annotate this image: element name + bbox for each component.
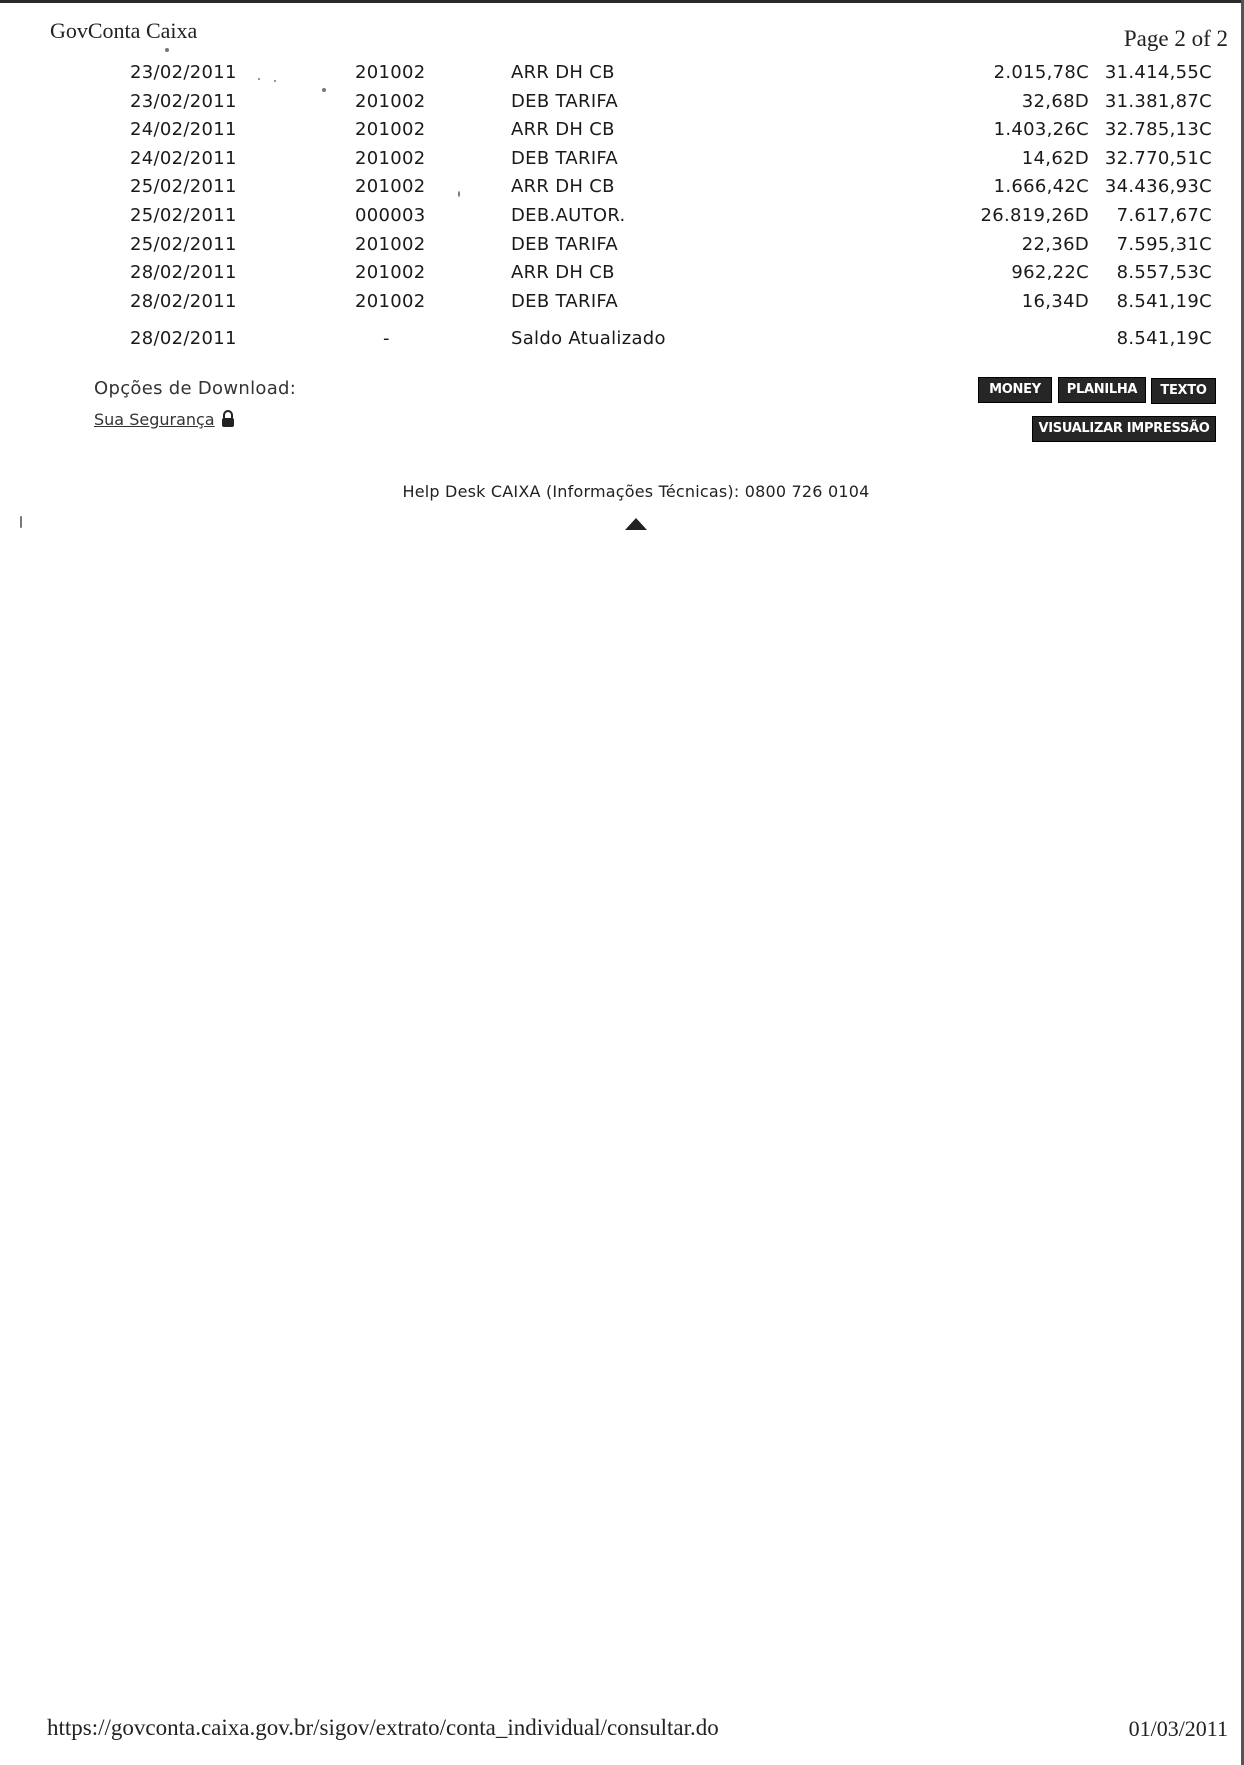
- txn-history: DEB TARIFA: [511, 147, 619, 169]
- txn-date: 23/02/2011: [130, 62, 237, 83]
- txn-balance: 8.541,19C: [1116, 290, 1212, 312]
- page-indicator: Page 2 of 2: [1123, 26, 1228, 51]
- txn-doc: 201002: [355, 233, 426, 255]
- footer-url: https://govconta.caixa.gov.br/sigov/extrato/conta_individual/consultar.do: [47, 1715, 719, 1740]
- txn-date: 25/02/2011: [130, 204, 237, 226]
- transactions-table: [0, 60, 1244, 317]
- money-button[interactable]: MONEY: [978, 377, 1052, 403]
- txn-balance: 34.436,93C: [1104, 176, 1212, 198]
- txn-date: 23/02/2011: [130, 90, 237, 112]
- txn-doc: 201002: [355, 176, 426, 198]
- txn-history: DEB TARIFA: [511, 233, 619, 255]
- saldo-date: 28/02/2011: [130, 328, 237, 349]
- saldo-label: Saldo Atualizado: [511, 328, 666, 349]
- table-row: [0, 232, 1244, 261]
- txn-amount: 16,34D: [1021, 290, 1089, 312]
- txn-doc: 201002: [355, 90, 426, 112]
- txn-history: ARR DH CB: [511, 62, 615, 83]
- txn-doc: 201002: [355, 290, 426, 312]
- txn-history: DEB TARIFA: [511, 90, 619, 112]
- scan-speck: [258, 78, 260, 80]
- texto-button[interactable]: TEXTO: [1151, 378, 1216, 404]
- txn-history: ARR DH CB: [511, 119, 615, 141]
- txn-date: 24/02/2011: [130, 147, 237, 169]
- table-row: [0, 117, 1244, 146]
- scan-speck: [165, 48, 169, 52]
- txn-history: DEB TARIFA: [511, 290, 619, 312]
- table-row: [0, 60, 1244, 89]
- txn-amount: 14,62D: [1021, 147, 1089, 169]
- txn-balance: 7.617,67C: [1116, 204, 1212, 226]
- txn-doc: 201002: [355, 62, 426, 83]
- footer-date: 01/03/2011: [1128, 1716, 1228, 1741]
- txn-date: 28/02/2011: [130, 290, 237, 312]
- txn-amount: 2.015,78C: [993, 62, 1089, 83]
- txn-balance: 8.557,53C: [1116, 262, 1212, 284]
- txn-amount: 22,36D: [1021, 233, 1089, 255]
- table-row: [0, 174, 1244, 203]
- txn-balance: 32.770,51C: [1104, 147, 1212, 169]
- txn-balance: 7.595,31C: [1116, 233, 1212, 255]
- table-row: [0, 260, 1244, 289]
- table-row: [0, 203, 1244, 232]
- scan-speck: [274, 80, 276, 82]
- txn-balance: 31.414,55C: [1104, 62, 1212, 83]
- txn-amount: 962,22C: [1011, 262, 1089, 284]
- table-row: [0, 146, 1244, 175]
- txn-doc: 201002: [355, 119, 426, 141]
- txn-doc: 000003: [355, 204, 426, 226]
- lock-icon: [221, 410, 235, 428]
- download-options-label: Opções de Download:: [94, 378, 297, 399]
- security-link[interactable]: [94, 410, 235, 429]
- txn-history: ARR DH CB: [511, 262, 615, 284]
- txn-date: 25/02/2011: [130, 176, 237, 198]
- txn-amount: 1.666,42C: [993, 176, 1089, 198]
- table-row: [0, 289, 1244, 318]
- txn-doc: 201002: [355, 262, 426, 284]
- saldo-balance: 8.541,19C: [1116, 328, 1212, 349]
- txn-balance: 32.785,13C: [1104, 119, 1212, 141]
- saldo-row: [0, 328, 1244, 358]
- txn-amount: 32,68D: [1021, 90, 1089, 112]
- page-top-edge: [0, 0, 1244, 3]
- security-link-label: Sua Segurança: [94, 410, 215, 429]
- table-row: [0, 89, 1244, 118]
- txn-amount: 1.403,26C: [993, 119, 1089, 141]
- txn-date: 28/02/2011: [130, 262, 237, 284]
- helpdesk-info: Help Desk CAIXA (Informações Técnicas): 0800 726 0104: [402, 482, 870, 501]
- scan-speck: [322, 88, 326, 92]
- txn-history: ARR DH CB: [511, 176, 615, 198]
- txn-balance: 31.381,87C: [1104, 90, 1212, 112]
- txn-amount: 26.819,26D: [980, 204, 1089, 226]
- scan-speck: [458, 191, 460, 197]
- scan-speck: [20, 516, 22, 528]
- planilha-button[interactable]: PLANILHA: [1058, 377, 1146, 403]
- txn-date: 24/02/2011: [130, 119, 237, 141]
- page-header-title: GovConta Caixa: [50, 18, 198, 43]
- up-arrow-icon[interactable]: [625, 518, 647, 530]
- visualizar-impressao-button[interactable]: VISUALIZAR IMPRESSÃO: [1032, 416, 1216, 442]
- txn-date: 25/02/2011: [130, 233, 237, 255]
- txn-doc: 201002: [355, 147, 426, 169]
- saldo-doc: -: [383, 328, 390, 349]
- txn-history: DEB.AUTOR.: [511, 204, 626, 226]
